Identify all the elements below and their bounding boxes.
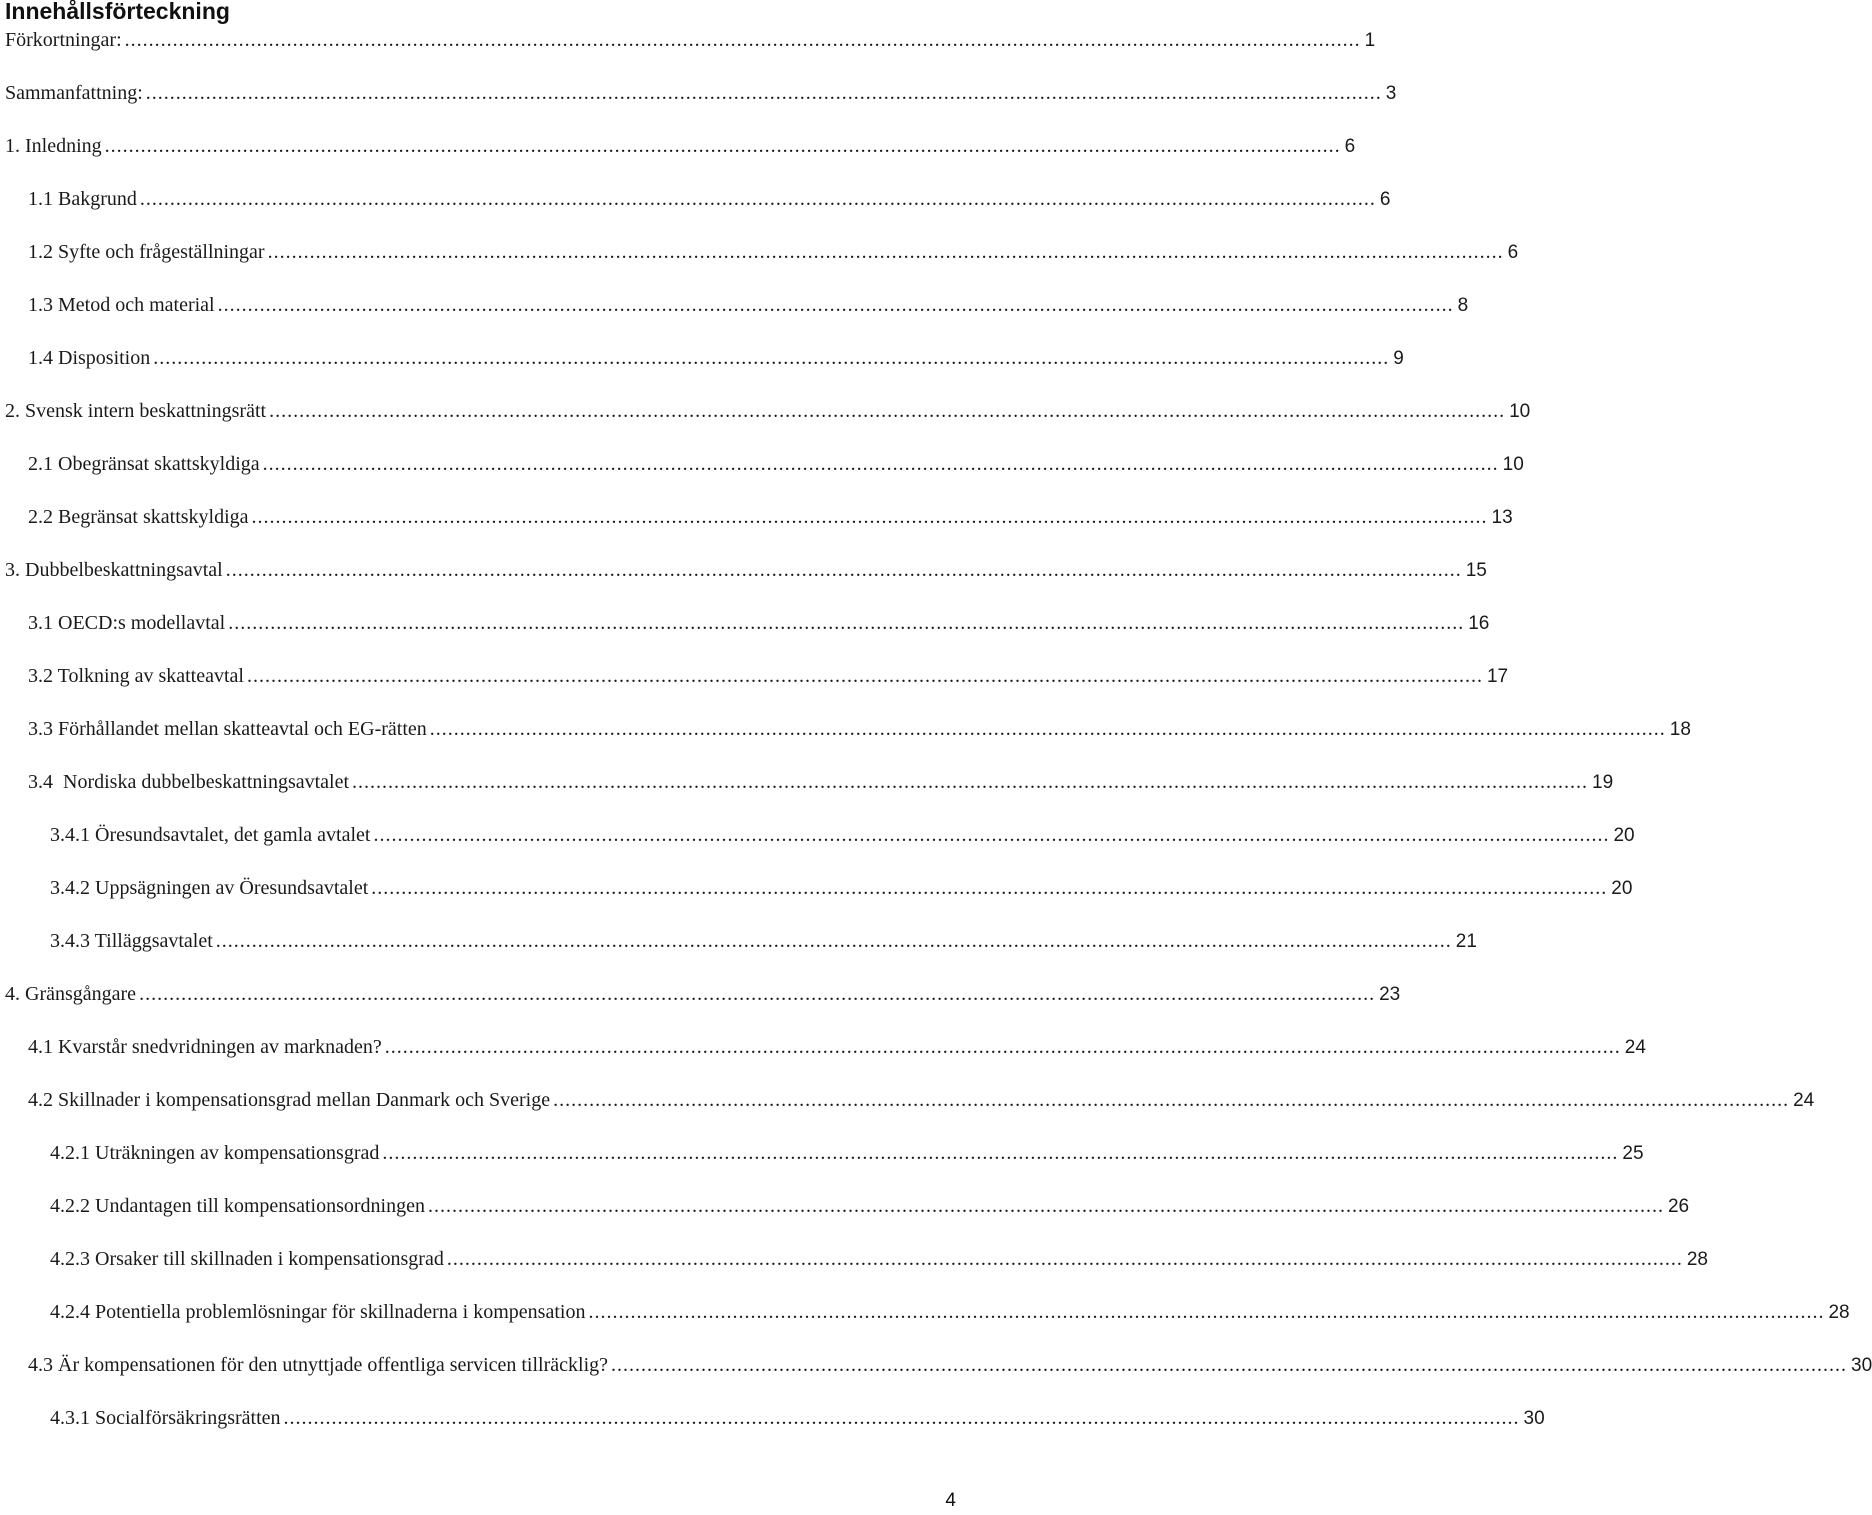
dot-leader: .............................................................................................................................................................................................................. xyxy=(427,1195,1664,1217)
toc-entry-label: 3.4.3 Tilläggsavtalet xyxy=(50,930,213,952)
toc-entry[interactable] xyxy=(50,1195,1690,1223)
dot-leader: .............................................................................................................................................................................................................. xyxy=(588,1301,1825,1323)
dot-leader: .............................................................................................................................................................................................................. xyxy=(553,1089,1790,1111)
toc-entry-page: 19 xyxy=(1592,772,1614,793)
toc-entry[interactable] xyxy=(50,930,1477,958)
toc-entry[interactable] xyxy=(28,188,1391,216)
toc-entry-label: 2.1 Obegränsat skattskyldiga xyxy=(28,453,260,475)
toc-entry-page: 25 xyxy=(1622,1143,1644,1164)
toc-entry-label: 1.1 Bakgrund xyxy=(28,188,137,210)
dot-leader: .............................................................................................................................................................................................................. xyxy=(225,559,1462,581)
toc-entry[interactable] xyxy=(28,612,1490,640)
dot-leader: .............................................................................................................................................................................................................. xyxy=(611,1354,1848,1376)
dot-leader: .............................................................................................................................................................................................................. xyxy=(217,294,1454,316)
dot-leader: .............................................................................................................................................................................................................. xyxy=(352,771,1589,793)
toc-entry[interactable] xyxy=(28,1354,1872,1382)
toc-entry[interactable] xyxy=(5,29,1376,57)
dot-leader: .............................................................................................................................................................................................................. xyxy=(262,453,1499,475)
toc-entry[interactable] xyxy=(50,824,1635,852)
dot-leader: .............................................................................................................................................................................................................. xyxy=(228,612,1465,634)
dot-leader: .............................................................................................................................................................................................................. xyxy=(124,29,1361,51)
toc-entry-label: 2. Svensk intern beskattningsrätt xyxy=(5,400,267,422)
page-number: 4 xyxy=(945,1490,956,1511)
toc-entry[interactable] xyxy=(28,1036,1646,1064)
toc-entry-label: 3.1 OECD:s modellavtal xyxy=(28,612,226,634)
toc-entry-page: 6 xyxy=(1507,242,1519,263)
toc-entry[interactable] xyxy=(28,1089,1815,1117)
toc-entry-page: 15 xyxy=(1465,560,1487,581)
toc-entry[interactable] xyxy=(28,718,1691,746)
toc-entry-label: 2.2 Begränsat skattskyldiga xyxy=(28,506,249,528)
toc-entry[interactable] xyxy=(5,400,1531,428)
toc-entry-page: 6 xyxy=(1344,136,1356,157)
toc-entry[interactable] xyxy=(50,877,1633,905)
dot-leader: .............................................................................................................................................................................................................. xyxy=(215,930,1452,952)
toc-entry-label: 4.2.3 Orsaker till skillnaden i kompensationsgrad xyxy=(50,1248,444,1270)
toc-entry-label: 1.3 Metod och material xyxy=(28,294,215,316)
dot-leader: .............................................................................................................................................................................................................. xyxy=(246,665,1483,687)
toc-entry[interactable] xyxy=(28,241,1519,269)
toc-entry-label: 4.2.4 Potentiella problemlösningar för skillnaderna i kompensation xyxy=(50,1301,586,1323)
toc-entry[interactable] xyxy=(5,135,1356,163)
toc-entry-label: 4. Gränsgångare xyxy=(5,983,137,1005)
toc-entry-page: 8 xyxy=(1457,295,1469,316)
toc-entry-label: 3.3 Förhållandet mellan skatteavtal och EG-rätten xyxy=(28,718,427,740)
toc-entry-label: 3.2 Tolkning av skatteavtal xyxy=(28,665,244,687)
toc-entry-page: 10 xyxy=(1509,401,1531,422)
toc-entry-page: 16 xyxy=(1468,613,1490,634)
dot-leader: .............................................................................................................................................................................................................. xyxy=(283,1407,1520,1429)
toc-entry-page: 18 xyxy=(1669,719,1691,740)
toc-entry[interactable] xyxy=(5,559,1487,587)
dot-leader: .............................................................................................................................................................................................................. xyxy=(446,1248,1683,1270)
toc-entry-label: 1. Inledning xyxy=(5,135,102,157)
toc-entry[interactable] xyxy=(50,1301,1850,1329)
toc-entry-page: 24 xyxy=(1624,1037,1646,1058)
toc-entry-page: 10 xyxy=(1502,454,1524,475)
dot-leader: .............................................................................................................................................................................................................. xyxy=(251,506,1488,528)
toc-entry-label: 3.4.1 Öresundsavtalet, det gamla avtalet xyxy=(50,824,371,846)
toc-entry-page: 28 xyxy=(1828,1302,1850,1323)
toc-entry-page: 30 xyxy=(1523,1408,1545,1429)
toc-entry[interactable] xyxy=(28,665,1509,693)
toc-entry[interactable] xyxy=(50,1407,1545,1435)
toc-entry-page: 28 xyxy=(1686,1249,1708,1270)
dot-leader: .............................................................................................................................................................................................................. xyxy=(373,824,1610,846)
dot-leader: .............................................................................................................................................................................................................. xyxy=(139,983,1376,1005)
toc-entry[interactable] xyxy=(28,294,1469,322)
toc-entry-page: 6 xyxy=(1379,189,1391,210)
toc-entry[interactable] xyxy=(28,453,1524,481)
toc-entry-page: 20 xyxy=(1613,825,1635,846)
dot-leader: .............................................................................................................................................................................................................. xyxy=(139,188,1376,210)
toc-entry-page: 17 xyxy=(1486,666,1509,687)
toc-entry-label: 4.2.2 Undantagen till kompensationsordningen xyxy=(50,1195,425,1217)
dot-leader: .............................................................................................................................................................................................................. xyxy=(384,1036,1621,1058)
toc-entry-page: 13 xyxy=(1491,507,1513,528)
toc-entry[interactable] xyxy=(50,1142,1644,1170)
toc-entry-label: 4.3 Är kompensationen för den utnyttjade offentliga servicen tillräcklig? xyxy=(28,1354,609,1376)
toc-entry-page: 26 xyxy=(1667,1196,1690,1217)
dot-leader: .............................................................................................................................................................................................................. xyxy=(145,82,1382,104)
toc-entry-page: 3 xyxy=(1385,83,1397,104)
toc-entry-page: 23 xyxy=(1379,984,1401,1005)
toc-entry-label: Förkortningar: xyxy=(5,29,122,51)
toc-entry-page: 20 xyxy=(1611,878,1633,899)
toc-entry[interactable] xyxy=(28,506,1513,534)
toc-entry-page: 1 xyxy=(1364,30,1376,51)
toc-entry-label: 4.2.1 Uträkningen av kompensationsgrad xyxy=(50,1142,380,1164)
toc-entry[interactable] xyxy=(28,771,1614,799)
toc-entry-label: 1.2 Syfte och frågeställningar xyxy=(28,241,265,263)
toc-entry-label: 3.4.2 Uppsägningen av Öresundsavtalet xyxy=(50,877,369,899)
toc-entry-label: 3.4 Nordiska dubbelbeskattningsavtalet xyxy=(28,771,350,793)
dot-leader: .............................................................................................................................................................................................................. xyxy=(382,1142,1619,1164)
dot-leader: .............................................................................................................................................................................................................. xyxy=(269,400,1506,422)
toc-entry-page: 9 xyxy=(1393,348,1404,369)
toc-entry-page: 30 xyxy=(1851,1355,1872,1376)
dot-leader: .............................................................................................................................................................................................................. xyxy=(153,347,1390,369)
toc-entry[interactable] xyxy=(5,82,1397,110)
toc-entry-label: 3. Dubbelbeskattningsavtal xyxy=(5,559,223,581)
toc-entry-label: 4.3.1 Socialförsäkringsrätten xyxy=(50,1407,281,1429)
page-title: Innehållsförteckning xyxy=(5,0,230,24)
dot-leader: .............................................................................................................................................................................................................. xyxy=(371,877,1608,899)
toc-entry-label: Sammanfattning: xyxy=(5,82,143,104)
toc-entry[interactable] xyxy=(28,347,1404,375)
toc-entry-label: 4.1 Kvarstår snedvridningen av marknaden? xyxy=(28,1036,382,1058)
toc-entry-page: 24 xyxy=(1793,1090,1815,1111)
toc-entry[interactable] xyxy=(50,1248,1708,1276)
toc-entry[interactable] xyxy=(5,983,1401,1011)
dot-leader: .............................................................................................................................................................................................................. xyxy=(104,135,1341,157)
toc-entry-label: 4.2 Skillnader i kompensationsgrad mellan Danmark och Sverige xyxy=(28,1089,551,1111)
toc-entry-label: 1.4 Disposition xyxy=(28,347,151,369)
toc-entry-page: 21 xyxy=(1455,931,1477,952)
dot-leader: .............................................................................................................................................................................................................. xyxy=(429,718,1666,740)
dot-leader: .............................................................................................................................................................................................................. xyxy=(267,241,1504,263)
